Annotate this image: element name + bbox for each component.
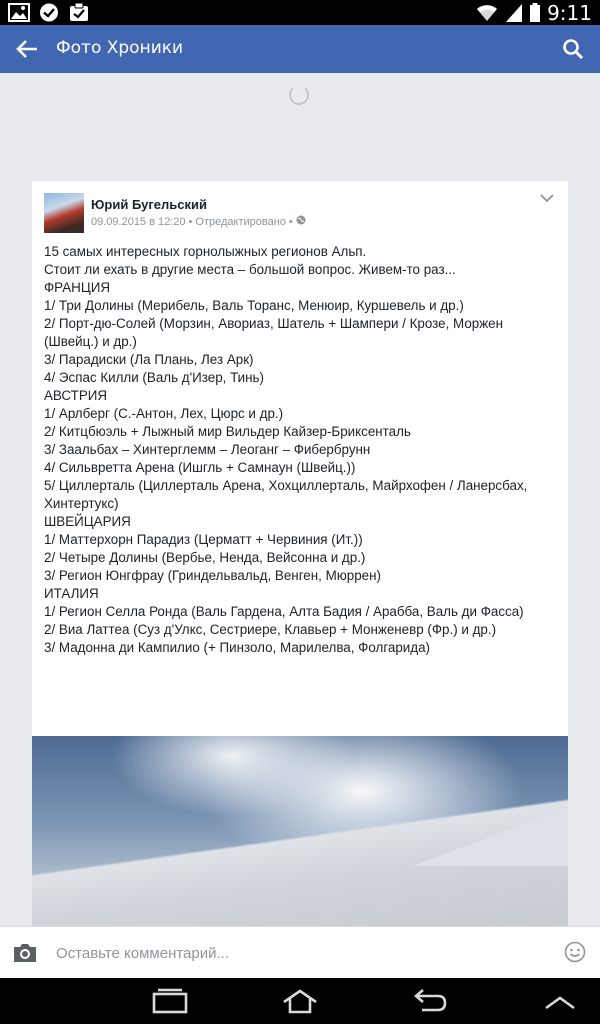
check-circle-icon xyxy=(38,3,60,22)
meta-separator: • xyxy=(188,216,193,228)
navigation-bar xyxy=(0,978,600,1024)
home-icon[interactable] xyxy=(282,988,318,1014)
back-icon[interactable] xyxy=(412,988,448,1014)
post-author[interactable]: Юрий Бугельский xyxy=(91,197,207,212)
photo-mountain xyxy=(412,806,568,866)
post-line: 1/ Регион Селла Ронда (Валь Гардена, Алта Бадия / Арабба, Валь ди Фасса) xyxy=(44,604,524,619)
comment-bar xyxy=(0,926,600,979)
post-meta xyxy=(91,215,306,228)
post-line: ИТАЛИЯ xyxy=(44,586,99,601)
loading-spinner xyxy=(289,85,309,105)
post-text xyxy=(44,243,560,657)
smiley-icon[interactable] xyxy=(564,941,586,963)
post-line: 1/ Три Долины (Мерибель, Валь Торанс, Менюир, Куршевель и др.) xyxy=(44,298,464,313)
chevron-up-icon[interactable] xyxy=(542,988,578,1014)
app-bar xyxy=(0,25,600,73)
post-line: Стоит ли ехать в другие места – большой вопрос. Живем-то раз... xyxy=(44,262,456,277)
image-notification-icon xyxy=(8,3,30,22)
post-line: 3/ Мадонна ди Кампилио (+ Пинзоло, Марилелва, Фолгарида) xyxy=(44,640,430,655)
system-icons xyxy=(475,0,592,25)
post-photo[interactable] xyxy=(32,736,568,926)
post-card xyxy=(32,181,568,926)
post-line: 5/ Циллерталь (Циллерталь Арена, Хохциллерталь, Майрхофен / Ланерсбах, Хинтертукс) xyxy=(44,478,532,511)
search-icon[interactable] xyxy=(562,38,584,60)
avatar[interactable] xyxy=(44,193,84,233)
camera-icon[interactable] xyxy=(12,942,38,964)
status-bar xyxy=(0,0,600,25)
post-date[interactable]: 09.09.2015 в 12:20 xyxy=(91,216,186,228)
globe-icon xyxy=(296,215,306,225)
post-line: ФРАНЦИЯ xyxy=(44,280,111,295)
post-line: 2/ Китцбюэль + Лыжный мир Вильдер Кайзер-Бриксенталь xyxy=(44,424,411,439)
post-line: 15 самых интересных горнолыжных регионов Альп. xyxy=(44,244,367,259)
post-line: 3/ Парадиски (Ла Плань, Лез Арк) xyxy=(44,352,254,367)
post-line: 3/ Регион Юнгфрау (Гриндельвальд, Венген, Мюррен) xyxy=(44,568,381,583)
recent-apps-icon[interactable] xyxy=(152,988,188,1014)
post-line: 4/ Сильвретта Арена (Ишгль + Самнаун (Швейц.)) xyxy=(44,460,356,475)
post-line: ШВЕЙЦАРИЯ xyxy=(44,514,131,529)
post-line: АВСТРИЯ xyxy=(44,388,108,403)
post-line: 2/ Виа Латтеа (Суз д'Улкс, Сестриере, Клавьер + Монженевр (Фр.) и др.) xyxy=(44,622,497,637)
clock: 9:11 xyxy=(547,0,592,25)
page-title: Фото Хроники xyxy=(56,38,184,58)
post-line: 2/ Четыре Долины (Вербье, Ненда, Вейсонна и др.) xyxy=(44,550,366,565)
post-line: 1/ Маттерхорн Парадиз (Церматт + Червиния (Ит.)) xyxy=(44,532,363,547)
edited-label[interactable]: Отредактировано xyxy=(195,216,286,228)
clipboard-check-icon xyxy=(68,3,90,22)
post-line: 3/ Заальбах – Хинтерглемм – Леоганг – Фибербрунн xyxy=(44,442,371,457)
post-line: 2/ Порт-дю-Солей (Морзин, Авориаз, Шатель + Шампери / Крозе, Моржен (Швейц.) и др.) xyxy=(44,316,507,349)
notification-icons xyxy=(8,3,90,22)
comment-input[interactable] xyxy=(56,942,536,964)
back-arrow-icon[interactable] xyxy=(14,37,40,61)
battery-icon xyxy=(529,3,541,23)
wifi-icon xyxy=(475,3,499,23)
meta-separator: • xyxy=(288,216,293,228)
post-line: 4/ Эспас Килли (Валь д'Изер, Тинь) xyxy=(44,370,264,385)
post-line: 1/ Арлберг (С.-Антон, Лех, Цюрс и др.) xyxy=(44,406,284,421)
post-options-chevron-icon[interactable] xyxy=(540,193,554,203)
signal-icon xyxy=(505,3,523,23)
